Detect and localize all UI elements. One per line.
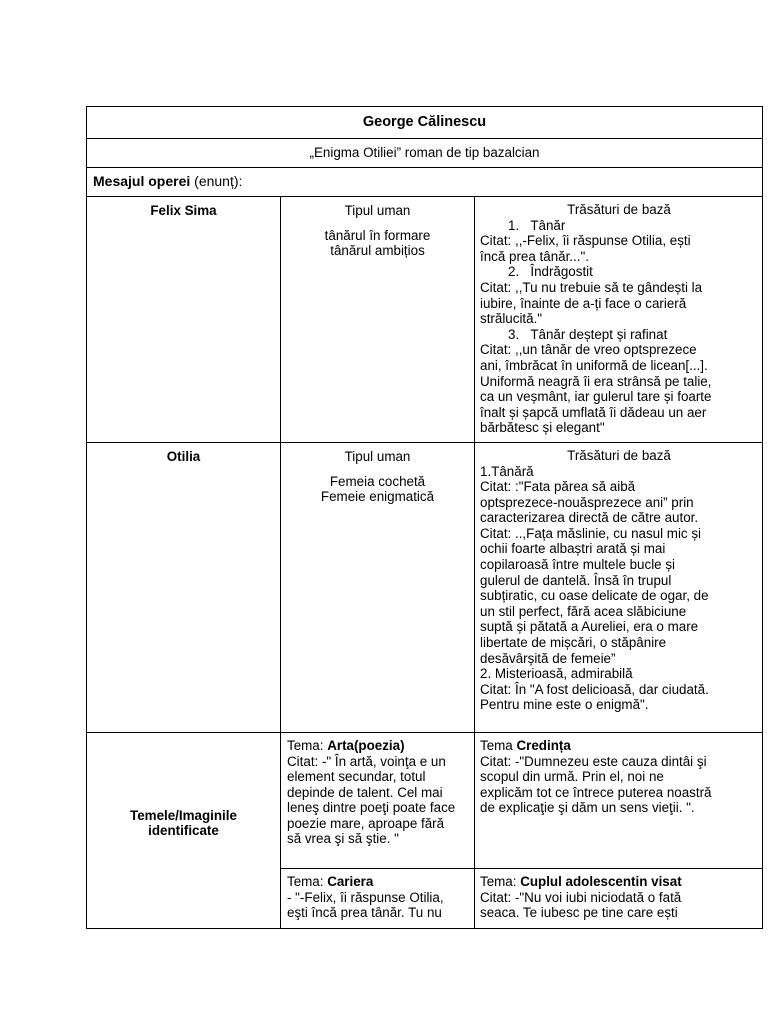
felix-trait-quote: înalt și șapcă umflată îi dădeau un aer — [480, 404, 707, 420]
otilia-line: Citat: În "A fost delicioasă, dar ciudată. — [480, 681, 709, 697]
teme-row-1 — [87, 732, 763, 868]
tema-credinta-line: de explicaţie şi dăm un sens vieţii. ". — [480, 800, 695, 816]
felix-trait-title: 3. Tânăr deștept și rafinat — [508, 326, 668, 342]
felix-trait-quote: încă prea tânăr...". — [480, 248, 589, 264]
otilia-line: optsprezece-nouăsprezece ani” prin — [480, 494, 694, 510]
tema-credinta-heading: Tema Credința — [480, 737, 571, 753]
felix-trait-title: 1. Tânăr — [508, 217, 566, 233]
otilia-line: libertate de mișcări, o stăpânire — [480, 635, 667, 651]
otilia-line: ochii foarte albaștri arată și mai — [480, 541, 666, 557]
literary-analysis-table — [86, 106, 763, 929]
otilia-trasaturi-cell — [475, 442, 763, 732]
tema-cariera-line: eşti încă prea tânăr. Tu nu — [287, 905, 442, 921]
otilia-row — [87, 442, 763, 732]
otilia-line: Pentru mine este o enigmă". — [480, 697, 649, 713]
mesaj-hint: (enunț): — [190, 173, 243, 190]
tema-credinta-line: Citat: -"Dumnezeu este cauza dintâi şi — [480, 753, 707, 769]
tema-arta-heading: Tema: Arta(poezia) — [287, 737, 405, 753]
tema-arta-line: depinde de talent. Cel mai — [287, 784, 443, 800]
otilia-line: copilaroasă între multele bucle și — [480, 557, 676, 573]
tema-cariera-cell — [281, 868, 475, 928]
tema-arta-line: să vrea şi să ştie. " — [287, 831, 399, 847]
tema-arta-line: poezie mare, aproape fără — [287, 815, 445, 831]
felix-row — [87, 197, 763, 443]
otilia-name: Otilia — [87, 442, 281, 732]
felix-trait-quote: ani, îmbrăcat în uniformă de licean[...]. — [480, 357, 708, 373]
author-title: George Călinescu — [87, 107, 763, 139]
felix-trait-quote: Citat: ,,un tânăr de vreo optsprezece — [480, 342, 697, 358]
otilia-tip-value: Femeia cochetă — [329, 473, 426, 489]
otilia-line: caracterizarea directă de către autor. — [480, 510, 699, 526]
otilia-tip-cell — [281, 442, 475, 732]
felix-trait-title: 2. Îndrăgostit — [508, 264, 593, 280]
subtitle-row — [87, 139, 763, 168]
tema-arta-line: leneş dintre poeţi poate face — [287, 800, 456, 816]
felix-trait-quote: ca un veșmânt, iar gulerul tare și foarte — [480, 389, 712, 405]
document-page — [86, 106, 762, 929]
teme-label-line: identificate — [148, 823, 219, 839]
tema-arta-line: Citat: -" În artă, voinţa e un — [287, 753, 446, 769]
felix-name: Felix Sima — [87, 197, 281, 443]
tema-cuplu-line: Citat: -"Nu voi iubi niciodată o fată — [480, 889, 682, 905]
tema-cuplu-cell — [475, 868, 763, 928]
felix-trait-quote: bărbătesc și elegant" — [480, 420, 605, 436]
teme-label-line: Temele/Imaginile — [130, 807, 237, 823]
felix-trasaturi-cell — [475, 197, 763, 443]
tema-arta-line: element secundar, totul — [287, 769, 426, 785]
tema-cariera-heading: Tema: Cariera — [287, 873, 374, 889]
felix-trait-quote: iubire, înainte de a-ți face o carieră — [480, 295, 687, 311]
otilia-line: desăvârșită de femeie” — [480, 650, 616, 666]
otilia-line: 1.Tânără — [480, 463, 534, 479]
tema-cuplu-line: seaca. Te iubesc pe tine care ești — [480, 905, 678, 921]
tema-credinta-line: explicăm tot ce întrece puterea noastră — [480, 784, 712, 800]
felix-trait-quote: Citat: ,,-Felix, îi răspunse Otilia, ești — [480, 233, 691, 249]
otilia-tip-value: Femeie enigmatică — [320, 489, 435, 505]
title-row — [87, 107, 763, 139]
felix-tip-cell — [281, 197, 475, 443]
felix-trait-quote: Citat: ,,Tu nu trebuie să te gândești la — [480, 279, 703, 295]
otilia-line: gulerul de dantelă. Însă în trupul — [480, 572, 672, 588]
otilia-line: suptă și pătată a Aureliei, era o mare — [480, 619, 699, 635]
otilia-line: Citat: :"Fata părea să aibă — [480, 479, 636, 495]
felix-trasaturi-header: Trăsături de bază — [567, 202, 671, 217]
work-subtitle: „Enigma Otiliei” roman de tip bazalcian — [87, 139, 763, 168]
otilia-line: 2. Misterioasă, admirabilă — [480, 666, 633, 682]
felix-trait-quote: strălucită." — [480, 311, 543, 327]
felix-tip-value: tânărul ambițios — [330, 243, 425, 259]
tema-arta-cell — [281, 732, 475, 868]
otilia-trasaturi-header: Trăsături de bază — [567, 447, 671, 463]
tema-cariera-line: - "-Felix, îi răspunse Otilia, — [287, 889, 444, 905]
teme-label — [87, 732, 281, 928]
otilia-line: un stil perfect, fără acea slăbiciune — [480, 603, 687, 619]
otilia-tip-header: Tipul uman — [344, 448, 411, 464]
otilia-line: Citat: ..,Fața măslinie, cu nasul mic și — [480, 525, 702, 541]
mesaj-cell — [87, 168, 763, 197]
tema-cuplu-heading: Tema: Cuplul adolescentin visat — [480, 873, 682, 889]
tema-credinta-cell — [475, 732, 763, 868]
tema-credinta-line: scopul din urmă. Prin el, noi ne — [480, 769, 664, 785]
mesaj-label: Mesajul operei — [93, 173, 191, 190]
mesaj-row — [87, 168, 763, 197]
felix-tip-header: Tipul uman — [344, 203, 411, 218]
felix-tip-value: tânărul în formare — [324, 227, 431, 243]
felix-trait-quote: Uniformă neagră îi era strânsă pe talie, — [480, 373, 712, 389]
otilia-line: subțiratic, cu oase delicate de ogar, de — [480, 588, 709, 604]
